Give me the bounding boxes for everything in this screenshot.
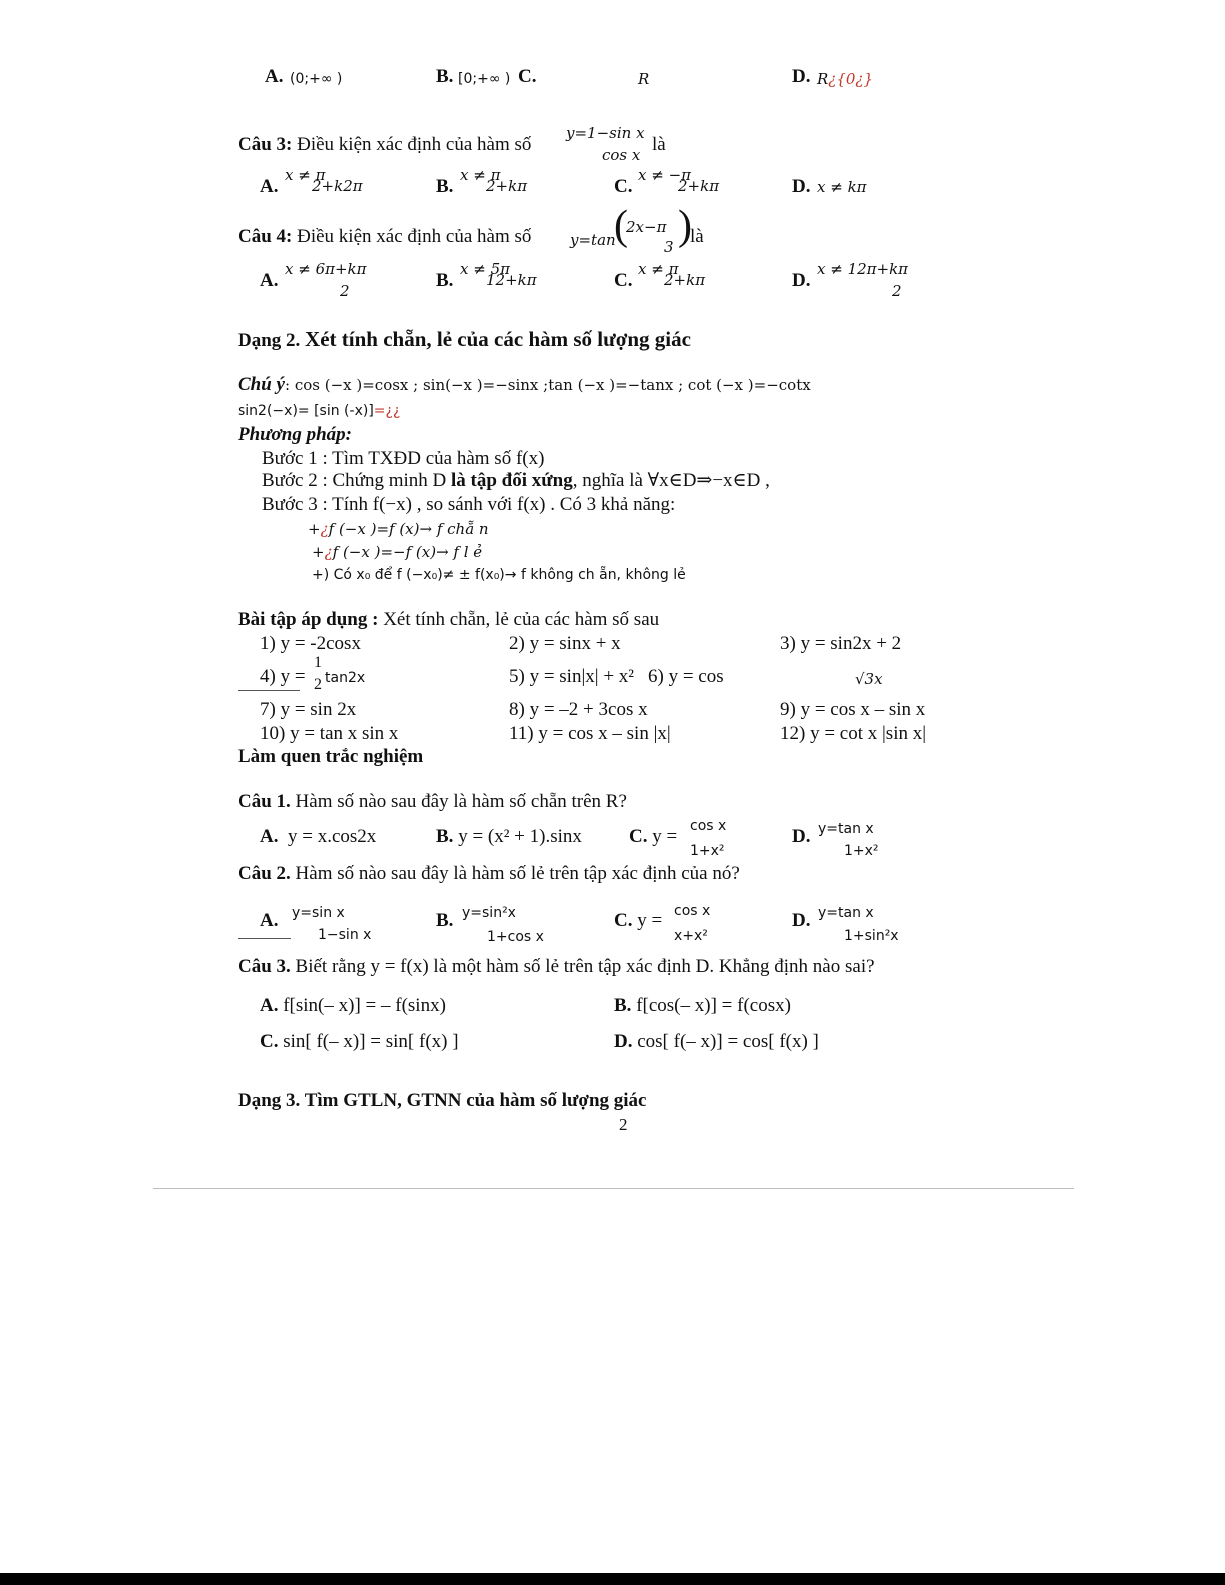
bottom-bar xyxy=(0,1573,1225,1585)
option-d-value: R¿{0¿} xyxy=(817,70,874,88)
cau4-d-bottom: 2 xyxy=(892,282,902,300)
quiz-q1-b: B. y = (x² + 1).sinx xyxy=(436,826,582,847)
exercise-4: 4) y = xyxy=(260,666,306,687)
method-heading: Phương pháp: xyxy=(238,424,352,445)
quiz-q1: Câu 1. Hàm số nào sau đây là hàm số chẵn trên R? xyxy=(238,791,627,812)
exercise-7: 7) y = sin 2x xyxy=(260,699,357,720)
exercise-10: 10) y = tan x sin x xyxy=(260,723,399,744)
chu-y-line: Chú ý: cos (−x )=cosx ; sin(−x )=−sinx ;tan (−x )=−tanx ; cot (−x )=−cotx xyxy=(238,374,811,395)
quiz-q3-b: B. f[cos(– x)] = f(cosx) xyxy=(614,995,791,1016)
cau4-paren-left: ( xyxy=(614,203,628,249)
cau3-d-value: x ≠ kπ xyxy=(817,178,867,196)
option-c-label: C. xyxy=(518,66,537,87)
quiz-q1-d-label: D. xyxy=(792,826,811,847)
method-step-2: Bước 2 : Chứng minh D là tập đối xứng, nghĩa là ∀x∈D⇒−x∈D , xyxy=(262,470,770,491)
quiz-q2-d-label: D. xyxy=(792,910,811,931)
quiz-q2: Câu 2. Hàm số nào sau đây là hàm số lẻ trên tập xác định của nó? xyxy=(238,863,740,884)
cau4-a-bottom: 2 xyxy=(340,282,350,300)
cau4-paren-top: 2x−π xyxy=(626,218,667,236)
exercise-2: 2) y = sinx + x xyxy=(509,633,621,654)
exercise-3: 3) y = sin2x + 2 xyxy=(780,633,902,654)
exercise-9: 9) y = cos x – sin x xyxy=(780,699,926,720)
cau3-b-label: B. xyxy=(436,176,454,197)
exercise-4-denominator: 2 xyxy=(314,676,322,693)
method-step-3: Bước 3 : Tính f(−x) , so sánh với f(x) . Có 3 khả năng: xyxy=(262,494,676,515)
quiz-q2-b-numerator: y=sin²x xyxy=(462,905,516,921)
cau4-c-label: C. xyxy=(614,270,633,291)
odd-case: +¿f (−x )=−f (x)→ f l ẻ xyxy=(312,543,483,561)
exercise-1: 1) y = -2cosx xyxy=(260,633,361,654)
cau3-c-top: x ≠ −π xyxy=(638,166,691,184)
quiz-q1-c-numerator: cos x xyxy=(690,818,727,834)
cau4-a-top: x ≠ 6π+kπ xyxy=(285,260,367,278)
exercise-12: 12) y = cot x |sin x| xyxy=(780,723,927,744)
sin-squared-identity: sin2(−x)= [sin (-x)]=¿¿ xyxy=(238,403,401,419)
quiz-q2-a-underline xyxy=(238,938,291,939)
quiz-q2-d-numerator: y=tan x xyxy=(818,905,874,921)
quiz-q3: Câu 3. Biết rằng y = f(x) là một hàm số lẻ trên tập xác định D. Khẳng định nào sai? xyxy=(238,956,875,977)
quiz-q1-c: C. y = xyxy=(629,826,678,847)
cau3-a-bottom: 2+k2π xyxy=(312,177,363,195)
quiz-q1-d-denominator: 1+x² xyxy=(844,843,879,859)
quiz-q2-a-numerator: y=sin x xyxy=(292,905,345,921)
neither-case: +) Có x₀ để f (−x₀)≠ ± f(x₀)→ f không ch ẵn, không lẻ xyxy=(312,567,686,583)
cau3-b-bottom: 2+kπ xyxy=(486,177,528,195)
cau4-d-label: D. xyxy=(792,270,811,291)
quiz-q2-c: C. y = xyxy=(614,910,663,931)
quiz-q2-d-denominator: 1+sin²x xyxy=(844,928,899,944)
page-number: 2 xyxy=(619,1115,628,1134)
quiz-q3-a: A. f[sin(– x)] = – f(sinx) xyxy=(260,995,446,1016)
quiz-q1-a: A. y = x.cos2x xyxy=(260,826,377,847)
cau4-tail: là xyxy=(690,226,704,247)
cau3-c-bottom: 2+kπ xyxy=(678,177,720,195)
exercise-4-function: tan2x xyxy=(325,670,366,686)
quiz-q1-c-denominator: 1+x² xyxy=(690,843,725,859)
quiz-q1-d-numerator: y=tan x xyxy=(818,821,874,837)
cau4-b-label: B. xyxy=(436,270,454,291)
quiz-q2-c-denominator: x+x² xyxy=(674,928,708,944)
dang3-heading: Dạng 3. Tìm GTLN, GTNN của hàm số lượng giác xyxy=(238,1090,647,1111)
cau4-d-top: x ≠ 12π+kπ xyxy=(817,260,909,278)
quiz-heading: Làm quen trắc nghiệm xyxy=(238,746,424,767)
option-c-value: R xyxy=(638,70,650,88)
cau4-question: Câu 4: Điều kiện xác định của hàm số xyxy=(238,226,532,247)
quiz-q2-a-label: A. xyxy=(260,910,279,931)
exercise-11: 11) y = cos x – sin |x| xyxy=(509,723,671,744)
cau4-b-bottom: 12+kπ xyxy=(486,271,537,289)
cau4-function: y=tan xyxy=(570,231,616,249)
exercise-heading: Bài tập áp dụng : Xét tính chẵn, lẻ của các hàm số sau xyxy=(238,609,660,630)
cau3-a-label: A. xyxy=(260,176,279,197)
exercise-5: 5) y = sin|x| + x² xyxy=(509,666,634,687)
quiz-q2-b-label: B. xyxy=(436,910,454,931)
option-b-label: B. xyxy=(436,66,454,87)
dang2-heading: Dạng 2. Xét tính chẵn, lẻ của các hàm số lượng giác xyxy=(238,327,691,351)
cau4-c-bottom: 2+kπ xyxy=(664,271,706,289)
cau3-tail: là xyxy=(652,134,666,155)
cau4-a-label: A. xyxy=(260,270,279,291)
cau3-d-label: D. xyxy=(792,176,811,197)
quiz-q3-c: C. sin[ f(– x)] = sin[ f(x) ] xyxy=(260,1031,459,1052)
cau3-fraction-denominator: cos x xyxy=(602,146,641,164)
exercise-8: 8) y = –2 + 3cos x xyxy=(509,699,648,720)
cau3-question: Câu 3: Điều kiện xác định của hàm số xyxy=(238,134,532,155)
cau4-paren-right: ) xyxy=(678,203,692,249)
cau4-b-top: x ≠ 5π xyxy=(460,260,510,278)
cau3-c-label: C. xyxy=(614,176,633,197)
cau4-paren-bottom: 3 xyxy=(664,238,674,256)
option-d-label: D. xyxy=(792,66,811,87)
method-step-1: Bước 1 : Tìm TXĐD của hàm số f(x) xyxy=(262,448,545,469)
cau3-a-top: x ≠ π xyxy=(285,166,326,184)
quiz-q2-b-denominator: 1+cos x xyxy=(487,929,544,945)
cau3-fraction-numerator: y=1−sin x xyxy=(566,124,645,142)
exercise-6-argument: √3x xyxy=(855,670,883,688)
even-case: +¿f (−x )=f (x)→ f chẵ n xyxy=(308,520,489,538)
option-a-value: (0;+∞ ) xyxy=(290,71,343,87)
option-a-label: A. xyxy=(265,66,284,87)
exercise-6: 6) y = cos xyxy=(648,666,724,687)
quiz-q2-a-denominator: 1−sin x xyxy=(318,927,372,943)
option-b-value: [0;+∞ ) xyxy=(458,71,511,87)
cau3-b-top: x ≠ π xyxy=(460,166,501,184)
exercise-4-underline xyxy=(238,690,300,691)
cau4-c-top: x ≠ π xyxy=(638,260,679,278)
exercise-4-numerator: 1 xyxy=(314,654,322,671)
quiz-q2-c-numerator: cos x xyxy=(674,903,711,919)
page-divider xyxy=(153,1188,1074,1189)
quiz-q3-d: D. cos[ f(– x)] = cos[ f(x) ] xyxy=(614,1031,819,1052)
